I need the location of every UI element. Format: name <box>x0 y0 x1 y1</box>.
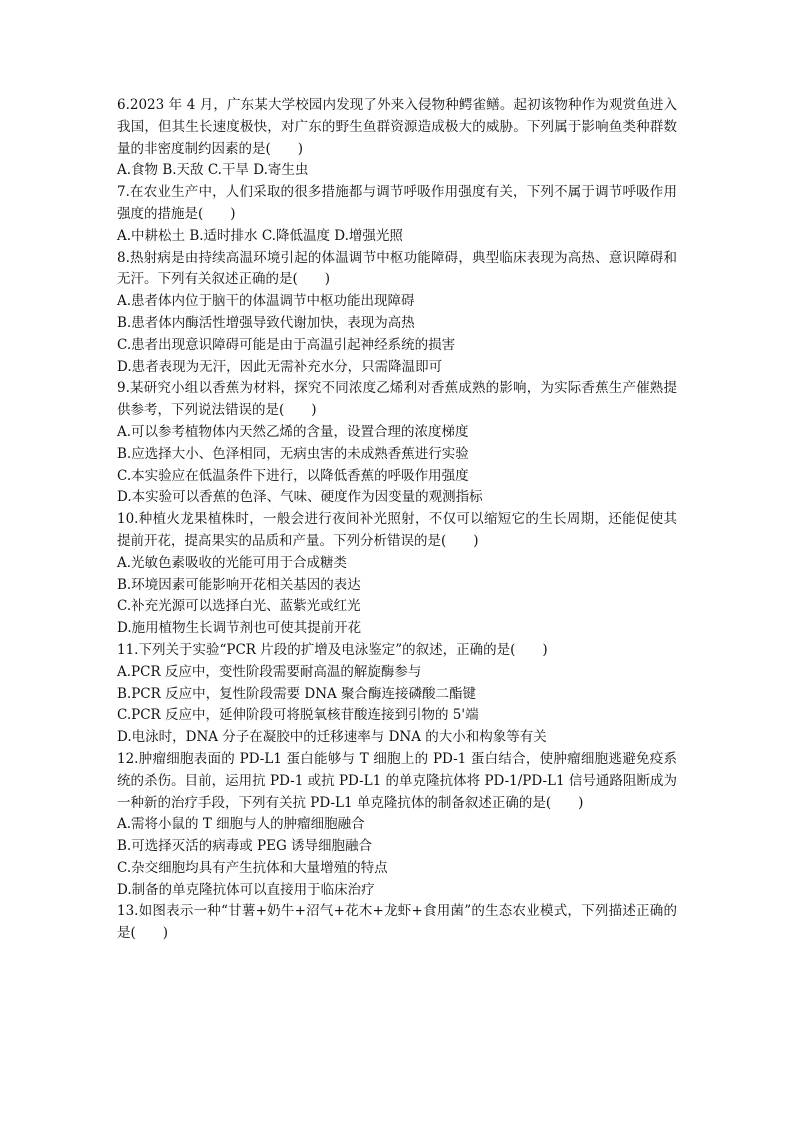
question-7 <box>117 182 677 247</box>
option-b: B.应选择大小、色泽相同，无病虫害的未成熟香蕉进行实验 <box>117 445 469 462</box>
question-stem: 8.热射病是由持续高温环境引起的体温调节中枢功能障碍，典型临床表现为高热、意识障碍和无汗。下列有关叙述正确的是( ) <box>117 249 677 288</box>
option-c: C.患者出现意识障碍可能是由于高温引起神经系统的损害 <box>117 336 456 353</box>
question-options: A.食物 B.天敌 C.干旱 D.寄生虫 <box>117 162 309 179</box>
option-b: B.患者体内酶活性增强导致代谢加快，表现为高热 <box>117 314 415 331</box>
option-c: C.本实验应在低温条件下进行，以降低香蕉的呼吸作用强度 <box>117 467 469 484</box>
question-stem: 11.下列关于实验“PCR 片段的扩增及电泳鉴定”的叙述，正确的是( ) <box>117 641 548 658</box>
option-d: D.患者表现为无汗，因此无需补充水分，只需降温即可 <box>117 358 443 375</box>
question-6 <box>117 95 677 182</box>
question-stem: 7.在农业生产中，人们采取的很多措施都与调节呼吸作用强度有关，下列不属于调节呼吸作用强度的措施是( ) <box>117 184 677 222</box>
option-b: B.PCR 反应中，复性阶段需要 DNA 聚合酶连接磷酸二酯键 <box>117 685 477 702</box>
question-12 <box>117 749 677 902</box>
question-11 <box>117 640 677 749</box>
option-c: C.补充光源可以选择白光、蓝紫光或红光 <box>117 598 361 615</box>
option-d: D.本实验可以香蕉的色泽、气味、硬度作为因变量的观测指标 <box>117 489 483 506</box>
option-a: A.光敏色素吸收的光能可用于合成糖类 <box>117 554 348 571</box>
option-a: A.需将小鼠的 T 细胞与人的肿瘤细胞融合 <box>117 816 365 833</box>
question-stem: 6.2023 年 4 月，广东某大学校园内发现了外来入侵物种鳄雀鳝。起初该物种作为观赏鱼进入我国，但其生长速度极快，对广东的野生鱼群资源造成极大的威胁。下列属于影响鱼类种群数量的非密度制约因素的是( ) <box>117 97 677 157</box>
question-options: A.中耕松土 B.适时排水 C.降低温度 D.增强光照 <box>117 227 403 244</box>
question-stem: 9.某研究小组以香蕉为材料，探究不同浓度乙烯利对香蕉成熟的影响，为实际香蕉生产催熟提供参考，下列说法错误的是( ) <box>117 380 677 419</box>
exam-page <box>117 95 677 945</box>
option-c: C.PCR 反应中，延伸阶段可将脱氧核苷酸连接到引物的 5'端 <box>117 707 479 724</box>
option-b: B.可选择灭活的病毒或 PEG 诱导细胞融合 <box>117 838 373 855</box>
question-9 <box>117 378 677 509</box>
option-c: C.杂交细胞均具有产生抗体和大量增殖的特点 <box>117 859 388 876</box>
question-10 <box>117 509 677 640</box>
option-d: D.电泳时，DNA 分子在凝胶中的迁移速率与 DNA 的大小和构象等有关 <box>117 729 547 746</box>
option-a: A.PCR 反应中，变性阶段需要耐高温的解旋酶参与 <box>117 663 422 680</box>
option-d: D.施用植物生长调节剂也可使其提前开花 <box>117 620 362 637</box>
question-stem: 10.种植火龙果植株时，一般会进行夜间补光照射，不仅可以缩短它的生长周期，还能促使其提前开花，提高果实的品质和产量。下列分析错误的是( ) <box>117 511 677 549</box>
question-13 <box>117 901 677 945</box>
option-a: A.可以参考植物体内天然乙烯的含量，设置合理的浓度梯度 <box>117 423 469 440</box>
option-d: D.制备的单克隆抗体可以直接用于临床治疗 <box>117 881 375 898</box>
question-stem: 12.肿瘤细胞表面的 PD-L1 蛋白能够与 T 细胞上的 PD-1 蛋白结合，使肿瘤细胞逃避免疫系统的杀伤。目前，运用抗 PD-1 或抗 PD-L1 的单克隆抗体将 PD-1/PD-L1 信号通路阻断成为一种新的治疗手段，下列有关抗 PD-L1 单克隆抗体的制备叙述正确的是( ) <box>117 750 677 811</box>
question-stem: 13.如图表示一种“甘薯+奶牛+沼气+花木+龙虾+食用菌”的生态农业模式，下列描述正确的是( ) <box>117 903 677 942</box>
option-b: B.环境因素可能影响开花相关基因的表达 <box>117 576 361 593</box>
question-8 <box>117 248 677 379</box>
option-a: A.患者体内位于脑干的体温调节中枢功能出现障碍 <box>117 293 415 310</box>
